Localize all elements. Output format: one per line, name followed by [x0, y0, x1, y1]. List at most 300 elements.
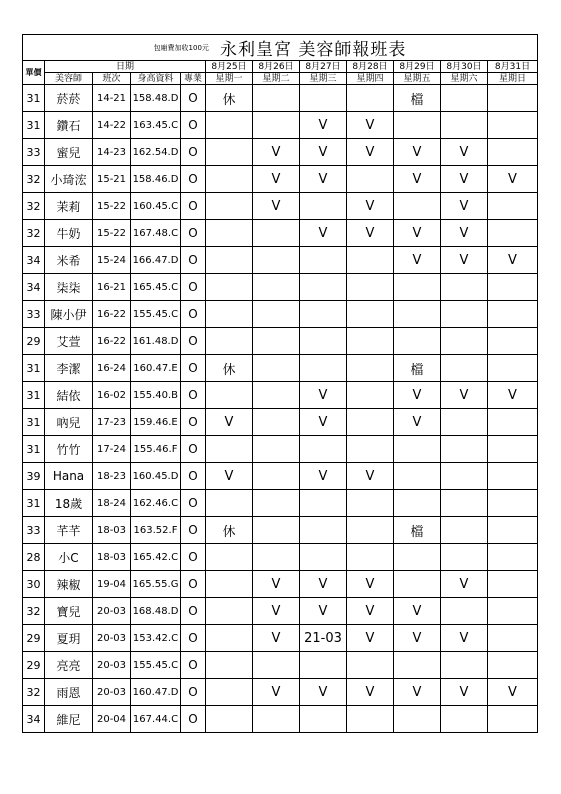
table-row [23, 571, 538, 598]
day-cell: V [441, 625, 488, 652]
day-cell [347, 706, 394, 733]
day-date-header: 8月27日 [300, 61, 347, 73]
table-row [23, 706, 538, 733]
day-cell [347, 274, 394, 301]
day-cell: V [300, 166, 347, 193]
special-cell: O [181, 571, 206, 598]
column-header-row [23, 73, 538, 85]
name-cell: 蜜兒 [45, 139, 93, 166]
day-cell [488, 490, 538, 517]
date-label-header: 日期 [45, 61, 206, 73]
day-cell [206, 220, 253, 247]
shift-cell: 17-24 [93, 436, 131, 463]
day-date-header: 8月25日 [206, 61, 253, 73]
day-cell: V [488, 166, 538, 193]
shift-cell: 16-22 [93, 301, 131, 328]
price-cell: 31 [23, 490, 45, 517]
info-cell: 158.48.D [131, 85, 181, 112]
name-cell: 李潔 [45, 355, 93, 382]
table-row [23, 328, 538, 355]
table-row [23, 85, 538, 112]
day-cell [347, 166, 394, 193]
day-cell [347, 490, 394, 517]
day-cell [347, 652, 394, 679]
info-cell: 168.48.D [131, 598, 181, 625]
info-cell: 155.45.C [131, 652, 181, 679]
special-cell: O [181, 274, 206, 301]
day-cell [441, 328, 488, 355]
price-cell: 31 [23, 409, 45, 436]
day-cell: V [253, 139, 300, 166]
day-cell [441, 490, 488, 517]
name-cell: 芊芊 [45, 517, 93, 544]
info-cell: 165.45.C [131, 274, 181, 301]
day-cell [347, 382, 394, 409]
day-cell [394, 436, 441, 463]
price-cell: 32 [23, 220, 45, 247]
day-cell: 休 [206, 85, 253, 112]
day-cell: 21-03 [300, 625, 347, 652]
day-cell: V [394, 409, 441, 436]
day-cell [347, 517, 394, 544]
day-cell: V [441, 679, 488, 706]
name-cell: 竹竹 [45, 436, 93, 463]
name-cell: 吶兒 [45, 409, 93, 436]
day-cell: V [347, 571, 394, 598]
day-cell [488, 706, 538, 733]
day-cell [300, 544, 347, 571]
day-cell [394, 112, 441, 139]
day-cell: V [300, 571, 347, 598]
day-cell [253, 436, 300, 463]
day-cell: V [441, 220, 488, 247]
day-cell [300, 490, 347, 517]
day-cell [206, 274, 253, 301]
day-cell [300, 328, 347, 355]
day-cell [253, 544, 300, 571]
name-cell: 柒柒 [45, 274, 93, 301]
day-cell [441, 436, 488, 463]
special-cell: O [181, 679, 206, 706]
title-row [23, 35, 538, 61]
name-header: 美容師 [45, 73, 93, 85]
special-cell: O [181, 436, 206, 463]
shift-cell: 20-03 [93, 679, 131, 706]
info-cell: 155.40.B [131, 382, 181, 409]
day-cell [206, 652, 253, 679]
surcharge-note: 包廂費加收100元 [153, 43, 209, 52]
day-cell: V [347, 679, 394, 706]
day-cell: V [253, 571, 300, 598]
special-cell: O [181, 85, 206, 112]
day-cell: V [394, 679, 441, 706]
info-cell: 158.46.D [131, 166, 181, 193]
price-cell: 30 [23, 571, 45, 598]
price-cell: 29 [23, 625, 45, 652]
price-cell: 28 [23, 544, 45, 571]
shift-cell: 16-21 [93, 274, 131, 301]
shift-cell: 18-24 [93, 490, 131, 517]
day-cell: V [394, 382, 441, 409]
name-cell: 茉莉 [45, 193, 93, 220]
day-cell: V [300, 139, 347, 166]
shift-cell: 15-21 [93, 166, 131, 193]
shift-cell: 14-23 [93, 139, 131, 166]
day-cell [347, 301, 394, 328]
name-cell: 結依 [45, 382, 93, 409]
day-cell [206, 598, 253, 625]
day-cell: V [253, 166, 300, 193]
day-cell [394, 193, 441, 220]
name-cell: 鑽石 [45, 112, 93, 139]
day-cell [441, 301, 488, 328]
day-cell [253, 301, 300, 328]
day-cell: V [441, 193, 488, 220]
day-cell [347, 247, 394, 274]
day-cell: V [300, 112, 347, 139]
table-row [23, 193, 538, 220]
special-cell: O [181, 517, 206, 544]
day-cell [206, 112, 253, 139]
day-cell [300, 706, 347, 733]
day-cell [347, 85, 394, 112]
info-cell: 167.44.C [131, 706, 181, 733]
day-cell [347, 436, 394, 463]
day-cell: 檔 [394, 517, 441, 544]
day-cell: V [347, 139, 394, 166]
day-cell [206, 679, 253, 706]
table-row [23, 517, 538, 544]
shift-cell: 19-04 [93, 571, 131, 598]
day-cell [253, 112, 300, 139]
day-cell: V [300, 382, 347, 409]
shift-cell: 14-22 [93, 112, 131, 139]
day-cell: V [206, 463, 253, 490]
price-cell: 31 [23, 382, 45, 409]
weekday-header: 星期五 [394, 73, 441, 85]
day-cell: V [394, 247, 441, 274]
table-row [23, 598, 538, 625]
day-cell [394, 490, 441, 517]
day-cell: V [347, 625, 394, 652]
info-cell: 160.47.D [131, 679, 181, 706]
day-cell [488, 544, 538, 571]
day-cell [441, 274, 488, 301]
day-cell [347, 328, 394, 355]
day-cell [488, 328, 538, 355]
name-cell: 維尼 [45, 706, 93, 733]
special-cell: O [181, 355, 206, 382]
day-cell [300, 274, 347, 301]
day-cell [441, 112, 488, 139]
day-cell: V [441, 166, 488, 193]
day-cell [394, 544, 441, 571]
day-cell [488, 139, 538, 166]
day-cell [206, 706, 253, 733]
day-cell [441, 598, 488, 625]
day-cell [488, 85, 538, 112]
day-cell: V [441, 382, 488, 409]
day-cell: V [347, 193, 394, 220]
day-cell [394, 274, 441, 301]
info-cell: 163.52.F [131, 517, 181, 544]
day-cell [441, 517, 488, 544]
info-cell: 165.42.C [131, 544, 181, 571]
day-cell: V [347, 112, 394, 139]
special-cell: O [181, 193, 206, 220]
table-row [23, 436, 538, 463]
day-cell [253, 517, 300, 544]
day-cell: V [347, 463, 394, 490]
special-cell: O [181, 382, 206, 409]
table-row [23, 355, 538, 382]
day-cell [253, 220, 300, 247]
day-cell [253, 355, 300, 382]
day-cell [394, 328, 441, 355]
info-cell: 160.47.E [131, 355, 181, 382]
day-cell [347, 355, 394, 382]
day-date-header: 8月26日 [253, 61, 300, 73]
day-cell [253, 247, 300, 274]
info-header: 身高資料 [131, 73, 181, 85]
special-cell: O [181, 490, 206, 517]
day-cell [394, 706, 441, 733]
special-cell: O [181, 409, 206, 436]
shift-cell: 20-03 [93, 652, 131, 679]
page-title: 永利皇宮 美容師報班表 [220, 40, 407, 60]
day-cell [394, 301, 441, 328]
shift-cell: 16-24 [93, 355, 131, 382]
info-cell: 162.46.C [131, 490, 181, 517]
day-cell [488, 571, 538, 598]
day-cell: V [300, 679, 347, 706]
day-cell [253, 706, 300, 733]
name-cell: 小C [45, 544, 93, 571]
title-cell [23, 35, 538, 61]
price-cell: 31 [23, 436, 45, 463]
weekday-header: 星期一 [206, 73, 253, 85]
day-cell: V [253, 625, 300, 652]
day-cell [300, 652, 347, 679]
day-cell: V [394, 139, 441, 166]
shift-cell: 18-03 [93, 544, 131, 571]
table-row [23, 652, 538, 679]
name-cell: 18歲 [45, 490, 93, 517]
shift-cell: 15-22 [93, 193, 131, 220]
price-header: 單價 [23, 61, 45, 85]
shift-cell: 18-03 [93, 517, 131, 544]
table-row [23, 112, 538, 139]
price-cell: 31 [23, 355, 45, 382]
day-cell [300, 193, 347, 220]
schedule-table [22, 34, 538, 733]
price-cell: 32 [23, 679, 45, 706]
day-cell: V [206, 409, 253, 436]
day-cell: 檔 [394, 85, 441, 112]
info-cell: 155.45.C [131, 301, 181, 328]
price-cell: 32 [23, 193, 45, 220]
shift-cell: 16-22 [93, 328, 131, 355]
day-cell [488, 436, 538, 463]
price-cell: 33 [23, 301, 45, 328]
special-cell: O [181, 301, 206, 328]
special-cell: O [181, 328, 206, 355]
day-cell [488, 463, 538, 490]
special-cell: O [181, 166, 206, 193]
info-cell: 159.46.E [131, 409, 181, 436]
info-cell: 160.45.C [131, 193, 181, 220]
price-cell: 34 [23, 274, 45, 301]
day-cell: V [253, 679, 300, 706]
table-row [23, 625, 538, 652]
day-cell [441, 409, 488, 436]
day-cell: V [300, 598, 347, 625]
day-cell [206, 625, 253, 652]
day-cell: V [394, 166, 441, 193]
day-cell [206, 166, 253, 193]
price-cell: 39 [23, 463, 45, 490]
weekday-header: 星期二 [253, 73, 300, 85]
table-row [23, 247, 538, 274]
day-cell [347, 544, 394, 571]
day-cell [253, 463, 300, 490]
price-cell: 32 [23, 598, 45, 625]
price-cell: 31 [23, 112, 45, 139]
day-cell [488, 193, 538, 220]
day-date-header: 8月28日 [347, 61, 394, 73]
shift-cell: 14-21 [93, 85, 131, 112]
day-cell [394, 571, 441, 598]
day-cell [488, 220, 538, 247]
special-cell: O [181, 652, 206, 679]
day-cell: V [488, 382, 538, 409]
day-cell: 休 [206, 517, 253, 544]
day-date-header: 8月30日 [441, 61, 488, 73]
day-cell [206, 571, 253, 598]
table-row [23, 409, 538, 436]
weekday-header: 星期六 [441, 73, 488, 85]
special-cell: O [181, 625, 206, 652]
day-cell: 休 [206, 355, 253, 382]
special-cell: O [181, 544, 206, 571]
day-cell [488, 598, 538, 625]
shift-cell: 16-02 [93, 382, 131, 409]
day-cell: V [347, 220, 394, 247]
price-cell: 32 [23, 166, 45, 193]
day-cell [300, 301, 347, 328]
table-row [23, 679, 538, 706]
table-row [23, 382, 538, 409]
day-cell [253, 652, 300, 679]
day-cell [488, 274, 538, 301]
day-cell: V [300, 409, 347, 436]
weekday-header: 星期日 [488, 73, 538, 85]
info-cell: 167.48.C [131, 220, 181, 247]
day-date-header: 8月31日 [488, 61, 538, 73]
day-cell [253, 85, 300, 112]
day-cell [206, 382, 253, 409]
info-cell: 155.46.F [131, 436, 181, 463]
table-row [23, 490, 538, 517]
day-cell [300, 355, 347, 382]
day-cell [206, 247, 253, 274]
table-row [23, 463, 538, 490]
day-cell [206, 139, 253, 166]
day-cell [206, 490, 253, 517]
day-cell [253, 328, 300, 355]
day-cell [300, 247, 347, 274]
day-cell: V [488, 247, 538, 274]
name-cell: Hana [45, 463, 93, 490]
shift-header: 班次 [93, 73, 131, 85]
day-cell: V [253, 193, 300, 220]
price-cell: 31 [23, 85, 45, 112]
day-cell: V [253, 598, 300, 625]
table-row [23, 274, 538, 301]
price-cell: 34 [23, 706, 45, 733]
shift-cell: 17-23 [93, 409, 131, 436]
day-cell: V [441, 139, 488, 166]
day-cell [488, 355, 538, 382]
info-cell: 161.48.D [131, 328, 181, 355]
day-cell: V [441, 571, 488, 598]
day-cell [253, 274, 300, 301]
special-cell: O [181, 598, 206, 625]
day-cell [488, 112, 538, 139]
price-cell: 34 [23, 247, 45, 274]
name-cell: 辣椒 [45, 571, 93, 598]
day-cell [394, 652, 441, 679]
weekday-header: 星期三 [300, 73, 347, 85]
special-cell: O [181, 463, 206, 490]
day-cell [488, 409, 538, 436]
day-cell [206, 193, 253, 220]
info-cell: 166.47.D [131, 247, 181, 274]
shift-cell: 20-03 [93, 598, 131, 625]
day-cell [253, 382, 300, 409]
shift-cell: 18-23 [93, 463, 131, 490]
day-cell: V [347, 598, 394, 625]
day-cell [488, 517, 538, 544]
info-cell: 160.45.D [131, 463, 181, 490]
price-cell: 33 [23, 517, 45, 544]
weekday-header: 星期四 [347, 73, 394, 85]
day-cell [488, 625, 538, 652]
day-cell [206, 544, 253, 571]
special-cell: O [181, 220, 206, 247]
day-cell [253, 409, 300, 436]
day-cell: V [394, 220, 441, 247]
special-cell: O [181, 112, 206, 139]
day-cell: V [394, 625, 441, 652]
day-cell [300, 436, 347, 463]
day-cell: V [441, 247, 488, 274]
day-cell [441, 463, 488, 490]
table-row [23, 139, 538, 166]
shift-cell: 15-22 [93, 220, 131, 247]
special-cell: O [181, 139, 206, 166]
day-cell [394, 463, 441, 490]
name-cell: 寶兒 [45, 598, 93, 625]
day-cell [206, 436, 253, 463]
shift-cell: 20-04 [93, 706, 131, 733]
price-cell: 29 [23, 652, 45, 679]
day-cell [441, 652, 488, 679]
special-cell: O [181, 247, 206, 274]
name-cell: 菸菸 [45, 85, 93, 112]
name-cell: 小琦浤 [45, 166, 93, 193]
shift-cell: 20-03 [93, 625, 131, 652]
